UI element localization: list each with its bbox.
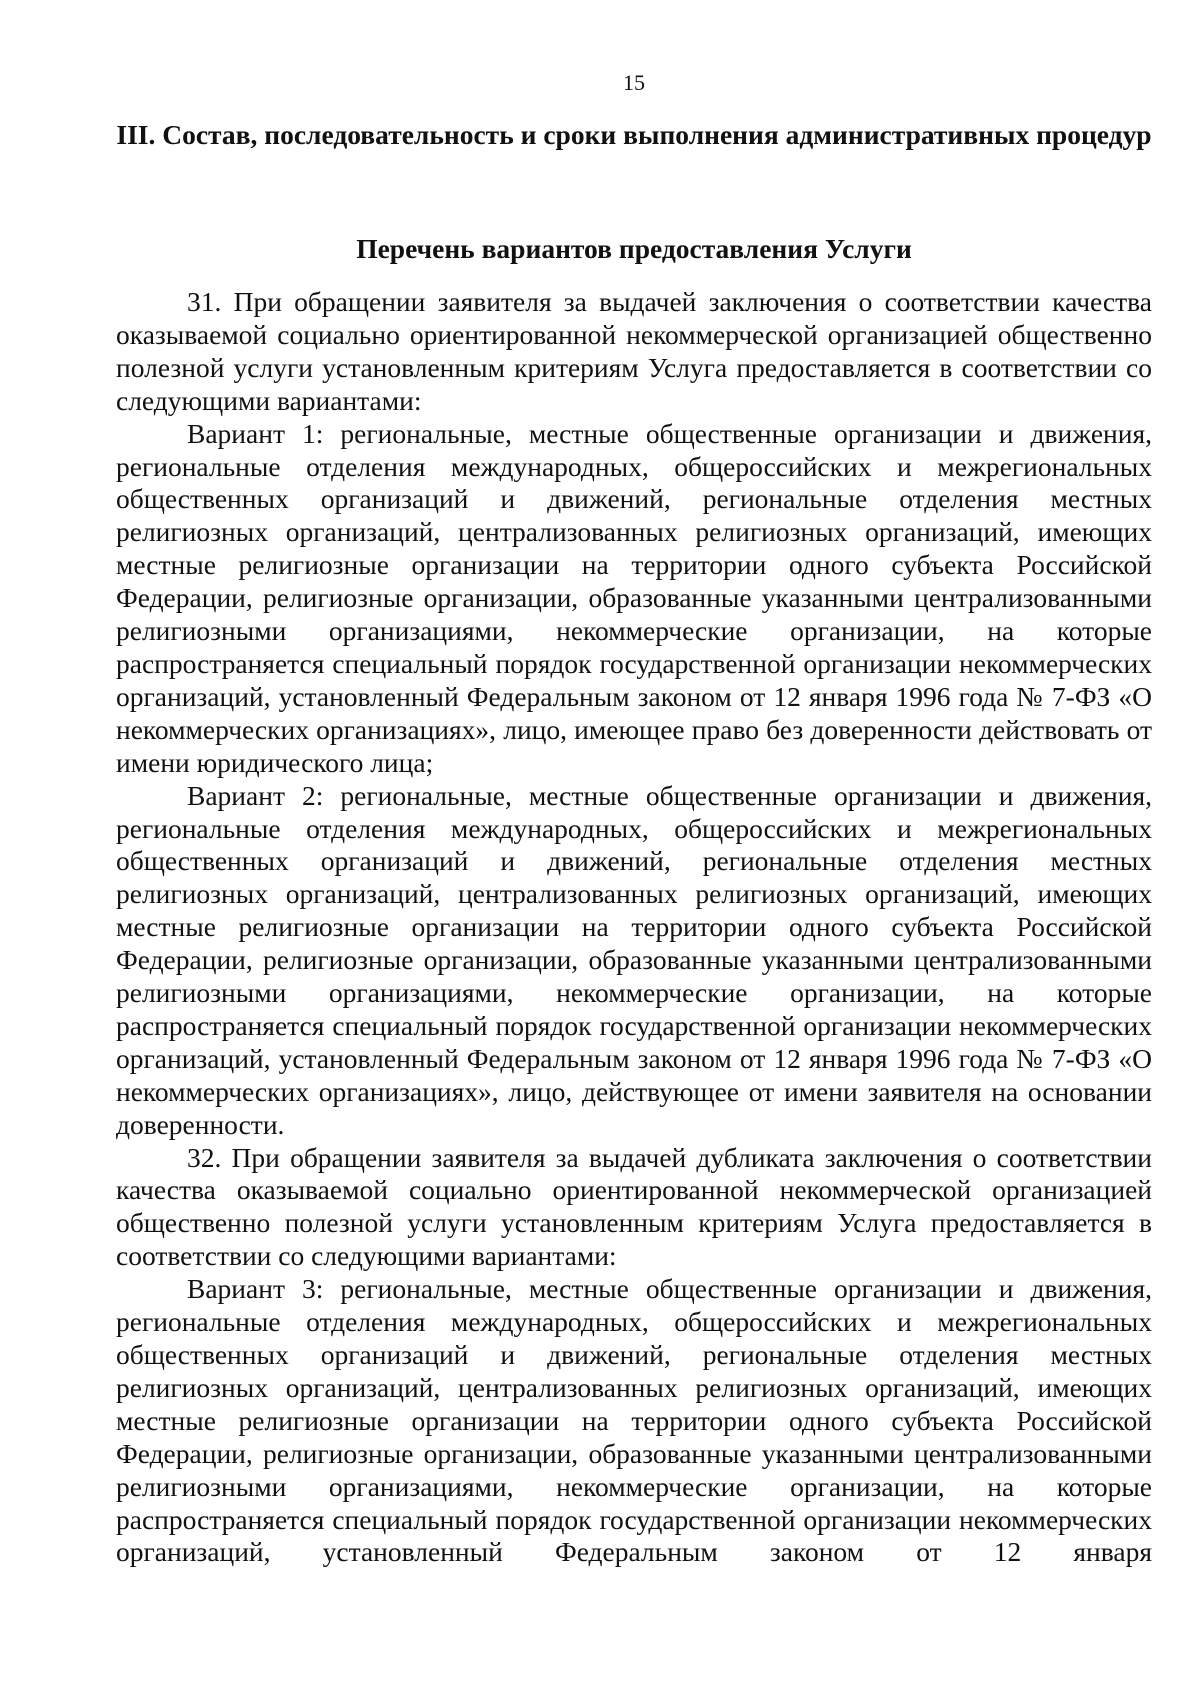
subsection-title: Перечень вариантов предоставления Услуги [356, 233, 912, 264]
paragraph-32: 32. При обращении заявителя за выдачей дубликата заключения о соответствии качества оказываемой социально ориентированной некоммерческой организацией общественно полезной услуги установленным критериям Услуга предоставляется в соответствии со следующими вариантами: [116, 1141, 1152, 1272]
paragraph-variant-3: Вариант 3: региональные, местные общественные организации и движения, региональные отделения международных, общероссийских и межрегиональных общественных организаций и движений, региональные отделения местных религиозных организаций, централизованных религиозных организаций, имеющих местные религиозные организации на территории одного субъекта Российской Федерации, религиозные организации, образованные указанными централизованными религиозными организациями, некоммерческие организации, на которые распространяется специальный порядок государственной организации некоммерческих организаций, установленный Федеральным законом от 12 января [116, 1273, 1152, 1568]
page-number: 15 [623, 70, 645, 95]
section-title: III. Состав, последовательность и сроки выполнения административных процедур [116, 119, 1152, 150]
paragraph-variant-2: Вариант 2: региональные, местные общественные организации и движения, региональные отделения международных, общероссийских и межрегиональных общественных организаций и движений, региональные отделения местных религиозных организаций, централизованных религиозных организаций, имеющих местные религиозные организации на территории одного субъекта Российской Федерации, религиозные организации, образованные указанными централизованными религиозными организациями, некоммерческие организации, на которые распространяется специальный порядок государственной организации некоммерческих организаций, установленный Федеральным законом от 12 января 1996 года № 7-ФЗ «О некоммерческих организациях», лицо, действующее от имени заявителя на основании доверенности. [116, 779, 1152, 1140]
paragraph-31: 31. При обращении заявителя за выдачей заключения о соответствии качества оказываемой социально ориентированной некоммерческой организацией общественно полезной услуги установленным критериям Услуга предоставляется в соответствии со следующими вариантами: [116, 286, 1152, 416]
document-body [116, 286, 1152, 1569]
paragraph-variant-1: Вариант 1: региональные, местные общественные организации и движения, региональные отделения международных, общероссийских и межрегиональных общественных организаций и движений, региональные отделения местных религиозных организаций, централизованных религиозных организаций, имеющих местные религиозные организации на территории одного субъекта Российской Федерации, религиозные организации, образованные указанными централизованными религиозными организациями, некоммерческие организации, на которые распространяется специальный порядок государственной организации некоммерческих организаций, установленный Федеральным законом от 12 января 1996 года № 7-ФЗ «О некоммерческих организациях», лицо, имеющее право без доверенности действовать от имени юридического лица; [116, 417, 1152, 778]
